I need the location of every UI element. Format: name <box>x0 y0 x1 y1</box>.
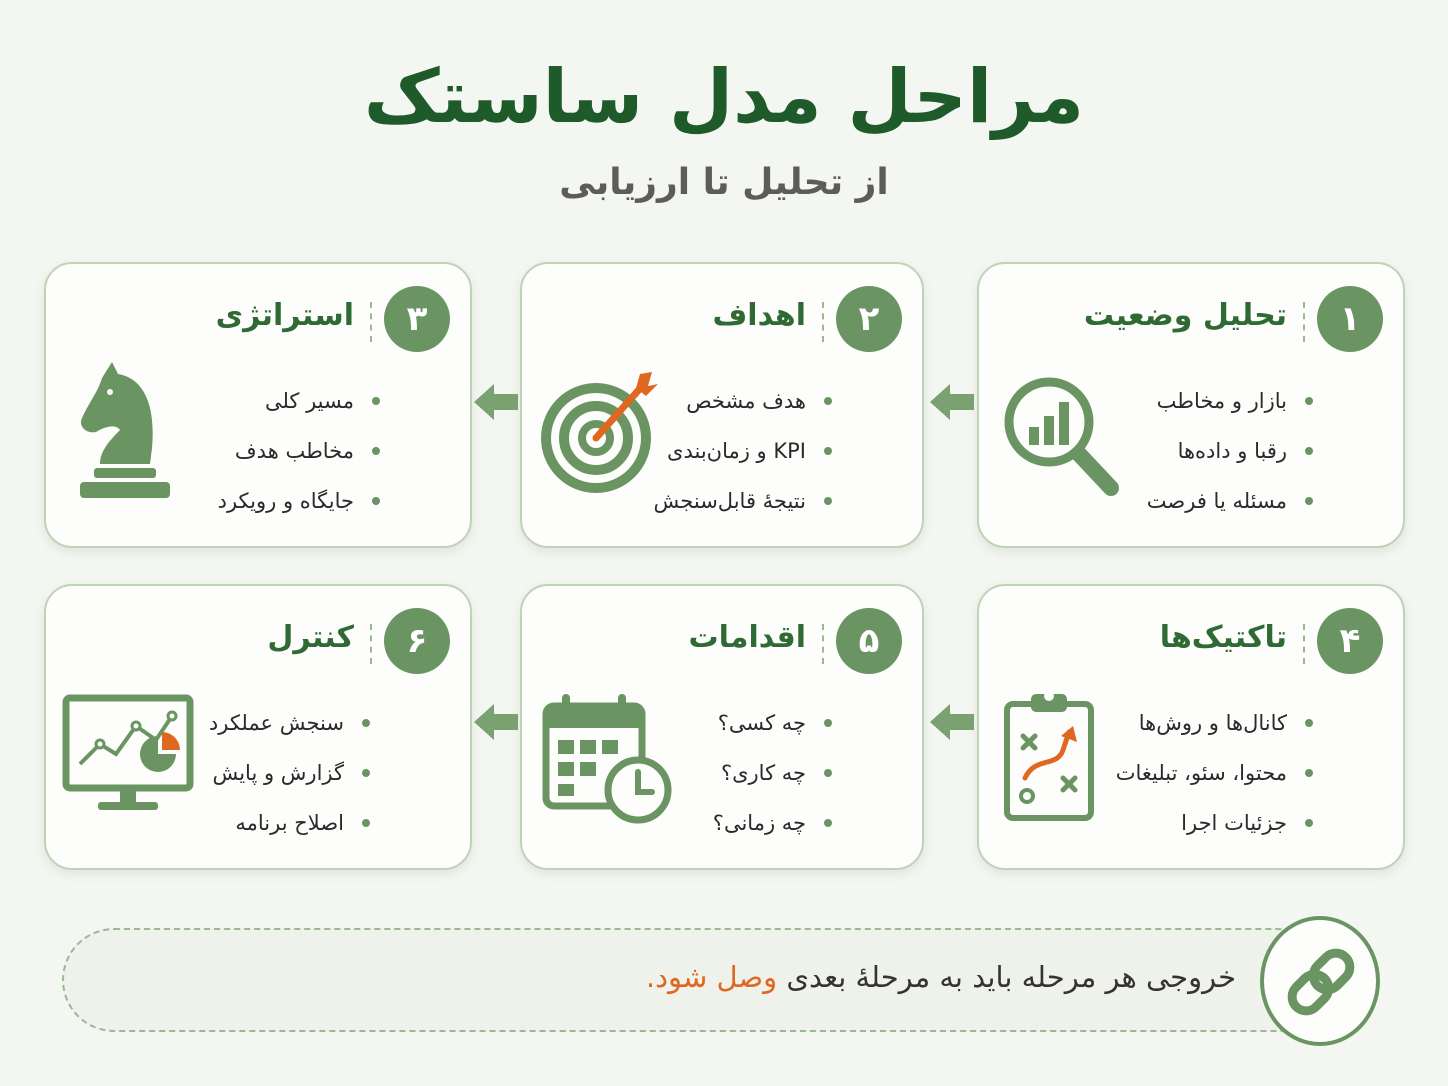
stage-title: کنترل <box>267 620 354 655</box>
stage-number: ۱ <box>1317 286 1383 352</box>
stage-number: ۵ <box>836 608 902 674</box>
list-item: اصلاح برنامه <box>209 798 370 848</box>
list-item: مسئله یا فرصت <box>1147 476 1313 526</box>
stage-number: ۳ <box>384 286 450 352</box>
list-item: محتوا، سئو، تبلیغات <box>1116 748 1313 798</box>
list-item: هدف مشخص <box>654 376 832 426</box>
list-item: چه کاری؟ <box>713 748 832 798</box>
stage-number: ۲ <box>836 286 902 352</box>
link-icon <box>1282 942 1360 1022</box>
stage-number: ۶ <box>384 608 450 674</box>
list-item: بازار و مخاطب <box>1147 376 1313 426</box>
list-item: جزئیات اجرا <box>1116 798 1313 848</box>
arrow-left-icon <box>930 384 974 420</box>
arrow-left-icon <box>474 704 518 740</box>
page-subtitle: از تحلیل تا ارزیابی <box>559 162 889 203</box>
arrow-left-icon <box>930 704 974 740</box>
divider <box>822 302 824 342</box>
clipboard-plan-icon <box>1001 686 1101 826</box>
list-item: رقبا و داده‌ها <box>1147 426 1313 476</box>
stage-title: تاکتیک‌ها <box>1159 620 1287 655</box>
stage-number: ۴ <box>1317 608 1383 674</box>
list-item: کانال‌ها و روش‌ها <box>1116 698 1313 748</box>
stage-title: تحلیل وضعیت <box>1083 298 1287 333</box>
monitor-chart-icon <box>62 692 194 820</box>
target-icon <box>540 364 670 494</box>
divider <box>370 302 372 342</box>
list-item: مسیر کلی <box>218 376 380 426</box>
stage-title: اهداف <box>712 298 806 333</box>
magnifier-chart-icon <box>999 372 1129 502</box>
stage-card-5 <box>520 584 924 870</box>
link-badge <box>1260 916 1380 1046</box>
page-title: مراحل مدل ساستک <box>363 54 1085 140</box>
list-item: سنجش عملکرد <box>209 698 370 748</box>
list-item: نتیجهٔ قابل‌سنجش <box>654 476 832 526</box>
stage-card-3 <box>44 262 472 548</box>
list-item: KPI و زمان‌بندی <box>654 426 832 476</box>
stage-card-2 <box>520 262 924 548</box>
footer-text: خروجی هر مرحله باید به مرحلهٔ بعدی وصل شود. <box>645 960 1236 994</box>
stage-title: اقدامات <box>688 620 806 655</box>
calendar-clock-icon <box>540 690 676 830</box>
list-item: جایگاه و رویکرد <box>218 476 380 526</box>
stage-title: استراتژی <box>215 298 354 333</box>
stage-card-1 <box>977 262 1405 548</box>
stage-card-6 <box>44 584 472 870</box>
list-item: مخاطب هدف <box>218 426 380 476</box>
arrow-left-icon <box>474 384 518 420</box>
list-item: چه کسی؟ <box>713 698 832 748</box>
list-item: چه زمانی؟ <box>713 798 832 848</box>
stage-card-4 <box>977 584 1405 870</box>
chess-knight-icon <box>72 356 172 506</box>
footer-highlight: وصل شود. <box>645 960 778 994</box>
list-item: گزارش و پایش <box>209 748 370 798</box>
divider <box>370 624 372 664</box>
divider <box>1303 302 1305 342</box>
divider <box>1303 624 1305 664</box>
divider <box>822 624 824 664</box>
